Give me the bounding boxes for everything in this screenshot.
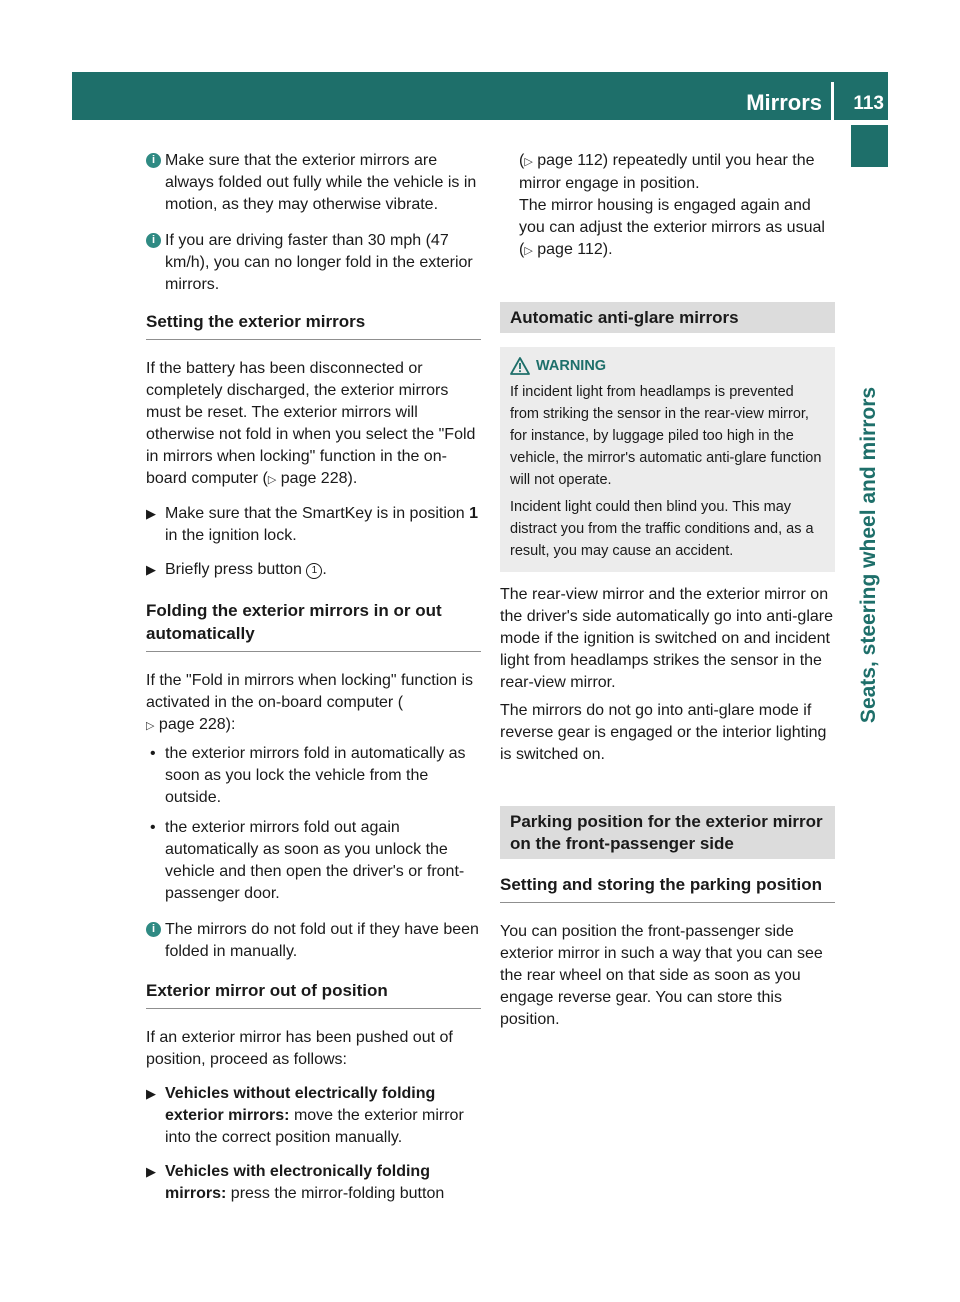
side-tab-marker [851, 125, 888, 167]
arrow-right-icon: ▶ [146, 562, 156, 577]
paragraph: The rear-view mirror and the exterior mirror on the driver's side automatically go into anti-glare mode if the ignition is switched on and incident light from headlamps strikes the sensor in the rear-view mirror. [500, 586, 833, 691]
header-title: Mirrors [746, 90, 822, 115]
paragraph-text: If the battery has been disconnected or completely discharged, the exterior mirrors must be reset. The exterior mirrors will otherwise not fold in when you select the "Fold in mirrors when locking" function in the on-board computer ( [146, 360, 476, 487]
step-text: press the mirror-folding button [226, 1185, 445, 1202]
bullet-icon: • [150, 819, 156, 836]
page-reference[interactable]: page 228 [280, 470, 348, 487]
paragraph-text: ) repeatedly until you hear the mirror engage in position. [519, 152, 815, 192]
info-note-text: If you are driving faster than 30 mph (47 km/h), you can no longer fold in the exterior mirrors. [165, 232, 473, 293]
warning-header [510, 355, 825, 377]
subheading-setting-mirrors: Setting the exterior mirrors [146, 310, 481, 340]
section-heading-parking: Parking position for the exterior mirror on the front-passenger side [500, 806, 835, 859]
step-bold-text: Vehicles without electrically folding exterior mirrors: [165, 1085, 436, 1124]
paragraph-text: The mirror housing is engaged again and you can adjust the exterior mirrors as usual ( [519, 197, 825, 258]
step-text: in the ignition lock. [165, 527, 297, 544]
page-reference[interactable]: page 228 [158, 716, 226, 733]
info-note [146, 150, 481, 216]
position-number: 1 [469, 505, 479, 522]
warning-text: If incident light from headlamps is prevented from striking the sensor in the rear-view mirror, for instance, by luggage piled too high in the vehicle, the mirror's automatic anti-glare function will not operate. [510, 384, 822, 488]
triangle-right-icon: ▷ [524, 245, 533, 257]
paragraph [146, 670, 481, 737]
paragraph: If an exterior mirror has been pushed out of position, proceed as follows: [146, 1029, 453, 1068]
page-number: 113 [853, 93, 884, 114]
paragraph: You can position the front-passenger side exterior mirror in such a way that you can see the rear wheel on that side as soon as you engage reverse gear. You can store this position. [500, 923, 823, 1028]
arrow-right-icon: ▶ [146, 1164, 156, 1179]
info-icon: i [146, 233, 161, 248]
info-icon: i [146, 922, 161, 937]
step-text: Briefly press button [165, 561, 307, 578]
paragraph-text: ): [225, 716, 236, 733]
bullet-icon: • [150, 745, 156, 762]
instruction-step [146, 503, 481, 547]
list-item-text: the exterior mirrors fold in automatically as soon as you lock the vehicle from the outside. [165, 745, 466, 806]
step-text: move the exterior mirror into the correct position manually. [165, 1107, 464, 1146]
paragraph [500, 195, 835, 262]
header-divider [831, 82, 834, 120]
instruction-step [146, 1161, 481, 1205]
section-heading-antiglare: Automatic anti-glare mirrors [500, 302, 835, 333]
instruction-step [146, 559, 481, 581]
page-reference[interactable]: page 112 [537, 152, 603, 169]
list-item-text: the exterior mirrors fold out again automatically as soon as you unlock the vehicle and then open the driver's or front-passenger door. [165, 819, 465, 902]
paragraph [500, 150, 835, 195]
arrow-right-icon: ▶ [146, 506, 156, 521]
subheading-parking-position: Setting and storing the parking position [500, 873, 835, 903]
paragraph-text: ). [347, 470, 358, 487]
circled-one-icon: 1 [306, 563, 322, 579]
step-bold-text: Vehicles with electronically folding mirrors: [165, 1163, 430, 1202]
info-note-text: Make sure that the exterior mirrors are always folded out fully while the vehicle is in motion, as they may otherwise vibrate. [165, 152, 477, 213]
warning-text: Incident light could then blind you. This may distract you from the traffic conditions and, as a result, you may cause an accident. [510, 499, 814, 559]
list-item [146, 817, 481, 905]
list-item [146, 743, 481, 809]
header-bar [72, 72, 888, 120]
left-column [146, 150, 481, 1217]
step-text: . [322, 561, 327, 578]
instruction-step [146, 1083, 481, 1149]
warning-triangle-icon [510, 357, 530, 375]
info-icon: i [146, 153, 161, 168]
side-tab-label: Seats, steering wheel and mirrors [857, 386, 880, 724]
info-note [146, 919, 481, 963]
triangle-right-icon: ▷ [524, 156, 533, 168]
page-reference[interactable]: page 112 [537, 241, 603, 258]
step-text: Make sure that the SmartKey is in position [165, 505, 470, 522]
triangle-right-icon: ▷ [267, 474, 277, 486]
right-column [500, 150, 835, 1043]
paragraph-text: ). [602, 241, 613, 258]
paragraph-text: If the "Fold in mirrors when locking" function is activated in the on-board computer ( [146, 672, 474, 711]
warning-box [500, 347, 835, 572]
info-note [146, 230, 481, 296]
arrow-right-icon: ▶ [146, 1086, 156, 1101]
paragraph-text: ( [519, 152, 525, 169]
info-note-text: The mirrors do not fold out if they have been folded in manually. [165, 921, 479, 960]
paragraph [146, 358, 481, 491]
subheading-folding: Folding the exterior mirrors in or out automatically [146, 599, 481, 652]
subheading-out-of-position: Exterior mirror out of position [146, 979, 481, 1009]
paragraph: The mirrors do not go into anti-glare mode if reverse gear is engaged or the interior lighting is switched on. [500, 702, 827, 763]
triangle-right-icon: ▷ [146, 720, 155, 732]
warning-title: WARNING [536, 358, 607, 374]
